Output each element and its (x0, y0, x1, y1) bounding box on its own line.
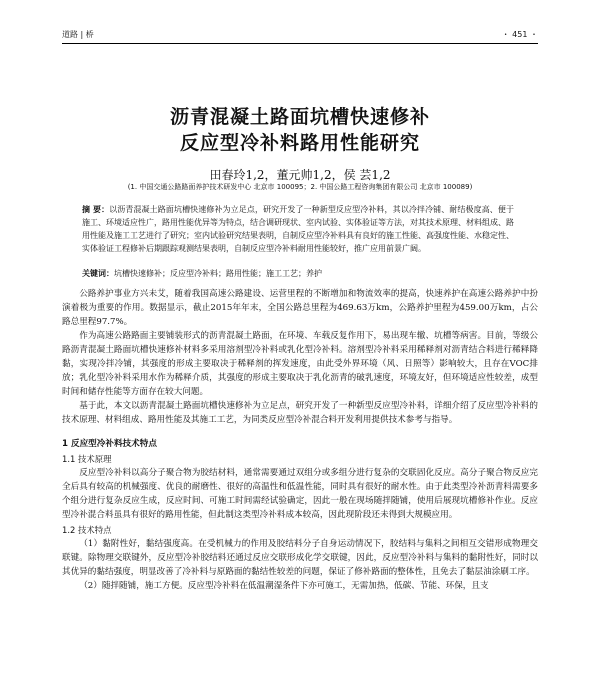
running-head (62, 27, 538, 44)
keywords (82, 268, 514, 279)
running-head-left: 道路 | 桥 (62, 30, 94, 39)
paragraph: 基于此，本文以沥青混凝土路面坑槽快速修补为立足点，研究开发了一种新型反应型冷补料，详细介绍了反应型冷补料的技术原理、材料组成、路用性能及其施工工艺，为同类反应型冷补混合料开发利用提供技术参考与指导。 (62, 401, 538, 425)
abstract-label: 摘 要： (82, 204, 110, 214)
paragraph: 作为高速公路路面主要铺装形式的沥青混凝土路面，在环境、车载反复作用下，易出现车辙、坑槽等病害。目前，等级公路沥青混凝土路面坑槽快速修补材料多采用溶剂型冷补料或乳化型冷补料。溶剂型冷补料采用稀释剂对沥青结合料进行稀释降黏，实现冷拌冷铺，其强度的形成主要取决于稀释剂的挥发速度，由此受外界环境（风、日照等）影响较大，且存在VOC排放；乳化型冷补料采用水作为稀释介质，其强度的形成主要取决于乳化沥青的破乳速度，环境友好，但环境适应性较差，成型时间和储存性能等方面存在较大问题。 (62, 331, 538, 397)
title-line-1: 沥青混凝土路面坑槽快速修补 (169, 106, 430, 128)
affiliation: (1. 中国交通公路路面养护技术研发中心 北京市 100095；2. 中国公路工程咨询集团有限公司 北京市 100089) (127, 183, 473, 191)
subsection-heading-1-2: 1.2 技术特点 (62, 525, 112, 535)
paragraph: （1）黏附性好，黏结强度高。在受机械力的作用及胶结料分子自身运动情况下，胶结料与集料之间相互交错形成物理交联键。除物理交联键外，反应型冷补胶结料还通过反应交联形成化学交联键，因此，反应型冷补料与集料的黏附性好，同时以其优异的黏结强度，明显改善了冷补料与原路面的黏结性较差的问题，保证了修补路面的整体性，且免去了黏层油涂刷工序。 (62, 539, 538, 577)
running-head-page-number: ・ 451 ・ (501, 30, 538, 39)
paragraph: （2）随拌随铺，施工方便。反应型冷补料在低温潮湿条件下亦可施工，无需加热，低碳、节能、环保，且支 (79, 581, 489, 591)
section-heading-1: 1 反应型冷补料技术特点 (62, 439, 157, 449)
abstract-text: 以沥青混凝土路面坑槽快速修补为立足点，研究开发了一种新型反应型冷补料，其以冷拌冷铺、耐结极度高、便于施工、环境适应性广，路用性能优异等为特点，结合调研现状、室内试验、实体验证等方法，对其技术原理、材料组成、路用性能及施工工艺进行了研究；室内试验研究结果表明，自制反应型冷补料具有良好的施工性能、高强度性能、水稳定性、实体验证工程修补后期跟踪观测结果表明，自制反应型冷补料耐用性能较好，推广应用前景广阔。 (82, 205, 514, 253)
authors: 田春玲1,2，董元帅1,2，侯 芸1,2 (209, 168, 391, 182)
title-line-2: 反应型冷补料路用性能研究 (179, 132, 420, 154)
body-text (62, 287, 538, 593)
paragraph: 反应型冷补料以高分子聚合物为胶结材料，通常需要通过双组分或多组分进行复杂的交联固化反应。高分子聚合物反应完全后具有较高的机械强度、优良的耐磨性、很好的高温性和低温性能，同时具有很好的耐水性。由于此类型冷补沥青料需要多个组分进行复杂反应生成，反应时间、可施工时间需经试验确定，因此一般在现场随拌随铺，使用后展现坑槽修补作业。反应型冷补混合料虽具有很好的路用性能，但此制这类型冷补料成本较高，因此现阶段还未得到大规模应用。 (62, 468, 538, 520)
keywords-text: 坑槽快速修补；反应型冷补料；路用性能；施工工艺；养护 (114, 269, 322, 278)
subsection-heading-1-1: 1.1 技术原理 (62, 454, 112, 464)
keywords-label: 关键词： (82, 268, 114, 278)
abstract (82, 203, 514, 255)
paragraph: 公路养护事业方兴未艾，随着我国高速公路建设、运营里程的不断增加和物流效率的提高，快速养护在高速公路养护中扮演着极为重要的作用。数据显示，截止2015年年末，全国公路总里程为469.63万km，公路养护里程为459.00万km，占公路总里程97.7%。 (62, 289, 538, 327)
